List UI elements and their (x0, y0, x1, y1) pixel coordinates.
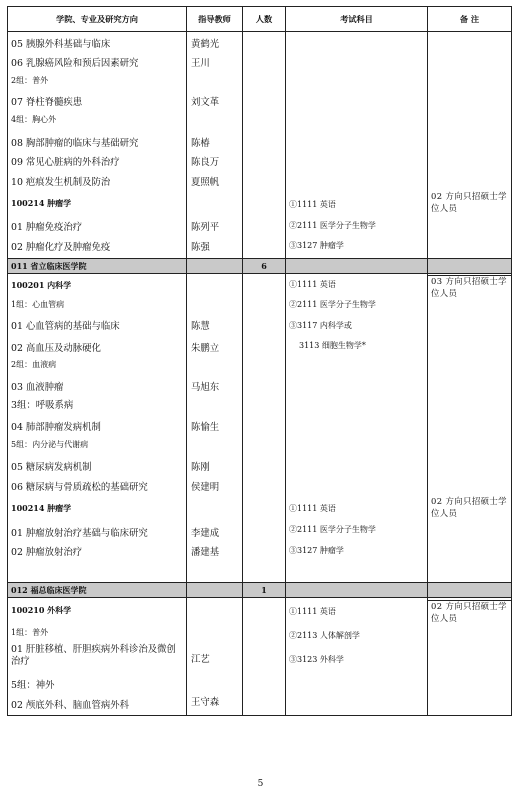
header-count: 人数 (255, 14, 273, 24)
exam-subject: ①1111 英语 (289, 280, 336, 289)
direction-row: 01 肝脏移植、肝胆疾病外科诊治及微创治疗 (11, 644, 176, 667)
header-remark: 备 注 (459, 14, 480, 24)
direction-row: 10 疤痕发生机制及防治 (11, 177, 111, 188)
college-quota: 1 (261, 585, 267, 595)
direction-row: 05 糖尿病发病机制 (11, 462, 92, 473)
exam-subject: ①1111 英语 (289, 607, 336, 616)
exam-subject: ③3123 外科学 (289, 655, 344, 664)
direction-row: 06 乳腺癌风险和预后因素研究 (11, 58, 139, 69)
supervisor-name: 王川 (191, 58, 210, 69)
group-label: 4组：胸心外 (11, 115, 57, 124)
major-title: 100214 肿瘤学 (11, 198, 72, 208)
exam-subject: ②2111 医学分子生物学 (289, 300, 376, 309)
remark-note: 03 方向只招硕士学位人员 (431, 276, 507, 298)
direction-row: 01 肿瘤免疫治疗 (11, 222, 83, 233)
exam-subject: ③3127 肿瘤学 (289, 546, 344, 555)
exam-subject: ①1111 英语 (289, 504, 336, 513)
supervisor-name: 陈愉生 (191, 422, 220, 433)
supervisor-name: 陈椿 (191, 138, 210, 149)
page-number: 5 (257, 779, 264, 789)
direction-row: 02 颅底外科、脑血管病外科 (11, 700, 130, 711)
group-label: 3组：呼吸系病 (11, 400, 74, 411)
supervisor-name: 夏照帆 (191, 177, 220, 188)
direction-row: 02 肿瘤化疗及肿瘤免疫 (11, 242, 111, 253)
direction-row: 05 胰腺外科基础与临床 (11, 39, 111, 50)
direction-row: 04 肺部肿瘤发病机制 (11, 422, 101, 433)
supervisor-name: 陈列平 (191, 222, 220, 233)
table-right-border (511, 6, 512, 716)
major-title: 100210 外科学 (11, 605, 72, 615)
exam-subject: ②2113 人体解剖学 (289, 631, 360, 640)
college-011-bottom-border (7, 273, 512, 274)
group-label: 5组：内分泌与代谢病 (11, 440, 89, 449)
supervisor-name: 陈强 (191, 242, 210, 253)
supervisor-name: 李建成 (191, 528, 220, 539)
exam-subject: ②2111 医学分子生物学 (289, 525, 376, 534)
supervisor-name: 陈良万 (191, 157, 220, 168)
direction-row: 07 脊柱脊髓疾患 (11, 97, 83, 108)
major-title: 100214 肿瘤学 (11, 503, 72, 513)
supervisor-name: 侯建明 (191, 482, 220, 493)
remark-note: 02 方向只招硕士学位人员 (431, 496, 507, 518)
header-supervisor: 指导教师 (198, 14, 231, 24)
header-exam: 考试科目 (340, 14, 373, 24)
supervisor-name: 潘建基 (191, 547, 220, 558)
exam-subject: ③3127 肿瘤学 (289, 241, 344, 250)
direction-row: 08 胸部肿瘤的临床与基础研究 (11, 138, 139, 149)
direction-row: 09 常见心脏病的外科治疗 (11, 157, 120, 168)
supervisor-name: 马旭东 (191, 382, 220, 393)
table-bottom-border (7, 715, 512, 716)
direction-row: 01 肿瘤放射治疗基础与临床研究 (11, 528, 148, 539)
direction-row: 03 血液肿瘤 (11, 382, 64, 393)
supervisor-name: 王守森 (191, 697, 220, 708)
group-label: 2组：血液病 (11, 360, 57, 369)
college-title: 011 省立临床医学院 (11, 261, 87, 271)
supervisor-name: 黄鹤光 (191, 39, 220, 50)
table-top-border (7, 6, 512, 7)
remark-note: 02 方向只招硕士学位人员 (431, 601, 507, 623)
major-title: 100201 内科学 (11, 280, 72, 290)
header-bottom-border (7, 31, 512, 32)
remark-column-border (427, 6, 428, 716)
table-left-border (7, 6, 8, 716)
count-column-border (242, 6, 243, 716)
college-012-bottom-border (7, 597, 512, 598)
supervisor-name: 刘文革 (191, 97, 220, 108)
supervisor-column-border (186, 6, 187, 716)
direction-row: 02 肿瘤放射治疗 (11, 547, 83, 558)
group-label: 2组：普外 (11, 76, 49, 85)
supervisor-name: 朱鹏立 (191, 343, 220, 354)
remark-note: 02 方向只招硕士学位人员 (431, 191, 507, 213)
group-label: 1组：普外 (11, 628, 49, 637)
college-011-top-border (7, 258, 512, 259)
college-title: 012 福总临床医学院 (11, 585, 87, 595)
header-direction: 学院、专业及研究方向 (56, 14, 138, 24)
direction-row: 01 心血管病的基础与临床 (11, 321, 120, 332)
supervisor-name: 江艺 (191, 654, 210, 665)
supervisor-name: 陈刚 (191, 462, 210, 473)
exam-subject: ③3117 内科学或 (289, 321, 352, 330)
direction-row: 02 高血压及动脉硬化 (11, 343, 101, 354)
exam-subject: 3113 细胞生物学* (299, 341, 366, 350)
college-012-top-border (7, 582, 512, 583)
college-quota: 6 (261, 261, 267, 271)
exam-column-border (285, 6, 286, 716)
group-label: 5组：神外 (11, 680, 55, 691)
exam-subject: ②2111 医学分子生物学 (289, 221, 376, 230)
exam-subject: ①1111 英语 (289, 200, 336, 209)
direction-row: 06 糖尿病与骨质疏松的基础研究 (11, 482, 148, 493)
group-label: 1组：心血管病 (11, 300, 65, 309)
supervisor-name: 陈慧 (191, 321, 210, 332)
